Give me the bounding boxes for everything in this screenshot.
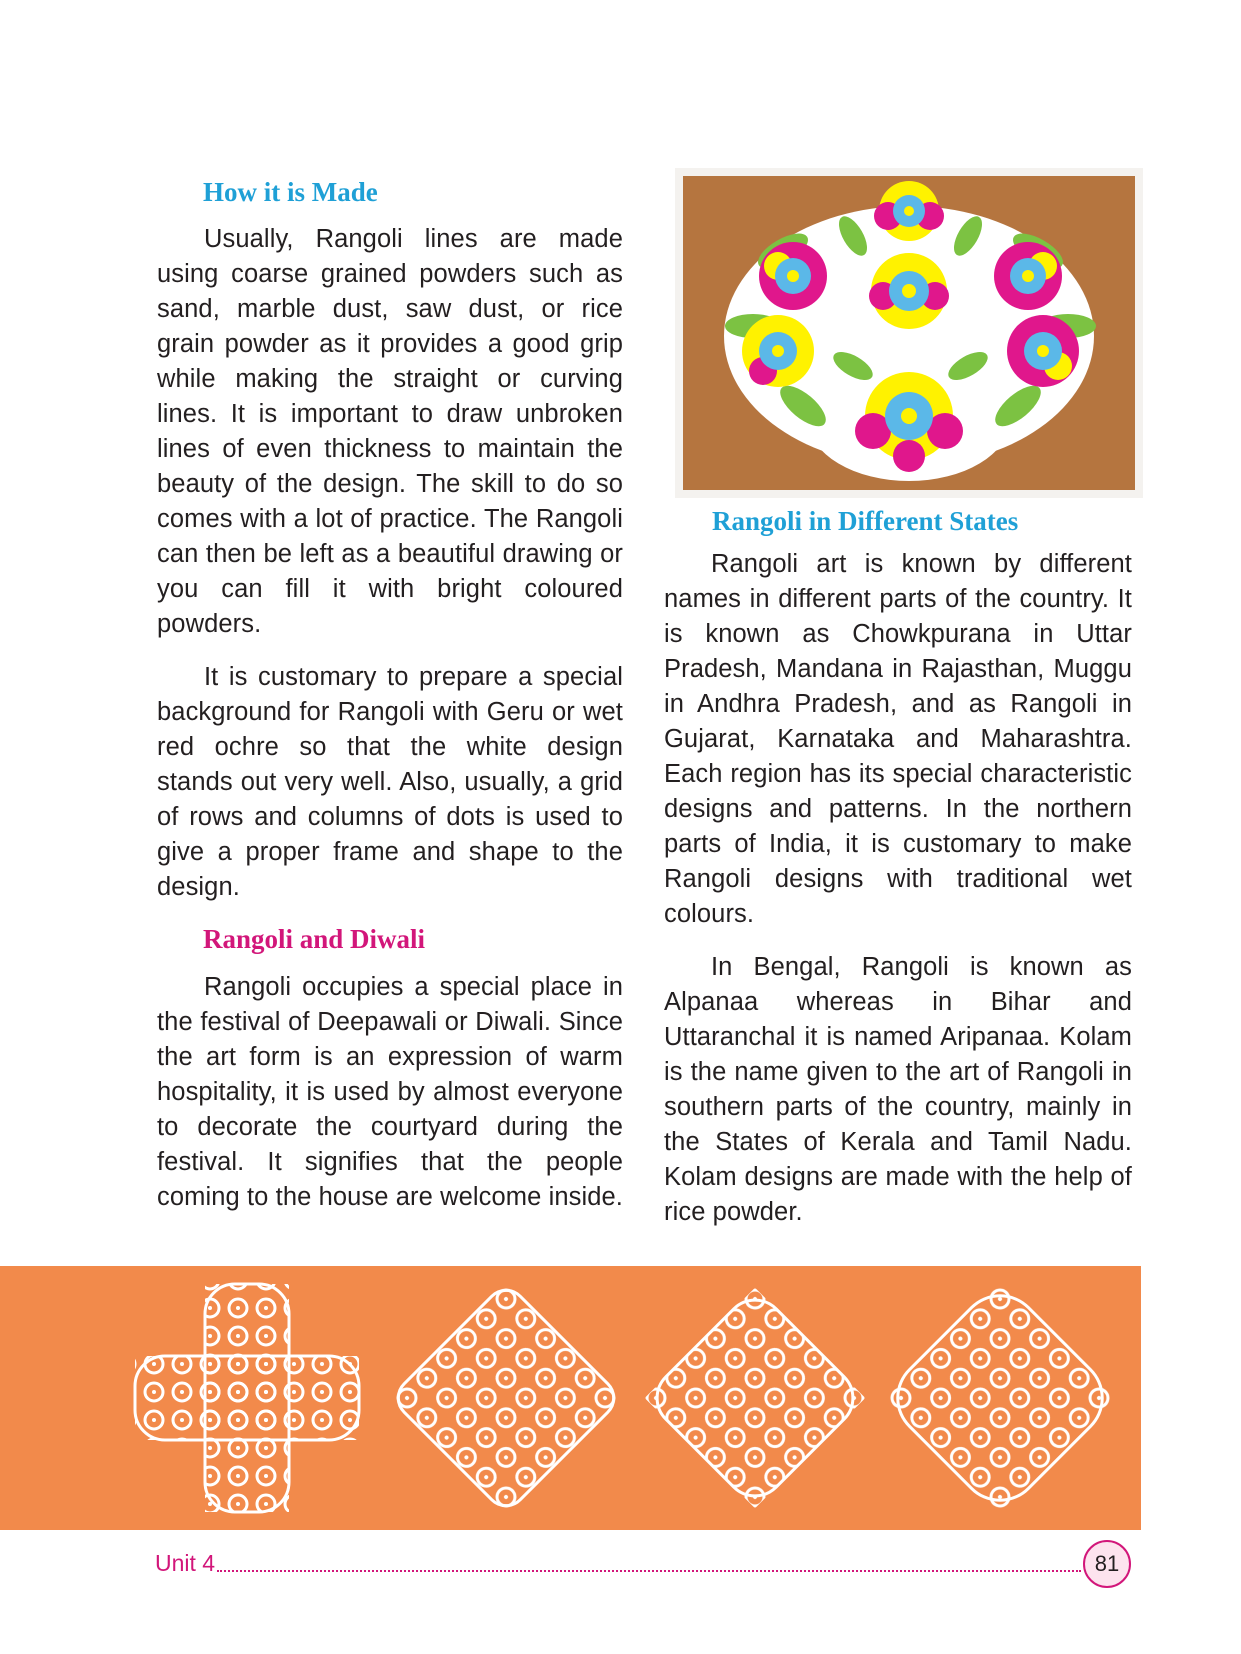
right-column — [664, 505, 1132, 1248]
rangoli-photo — [675, 168, 1143, 498]
kolam-diamond-3 — [881, 1279, 1119, 1517]
kolam-band — [0, 1266, 1141, 1530]
left-column — [157, 176, 623, 1233]
paragraph-states-2: In Bengal, Rangoli is known as Alpanaa whereas in Bihar and Uttaranchal it is named Aripanaa. Kolam is the name given to the art of Rangoli in southern parts of the country, mainly in the States of Kerala and Tamil Nadu. Kolam designs are made with the help of rice powder. — [664, 953, 1132, 1227]
footer-dotted-rule — [217, 1570, 1081, 1572]
page-number: 81 — [1083, 1540, 1131, 1588]
unit-label: Unit 4 — [155, 1550, 216, 1576]
heading-how-it-is-made: How it is Made — [203, 177, 378, 207]
paragraph-how-made-1: Usually, Rangoli lines are made using coarse grained powders such as sand, marble dust, saw dust, or rice grain powder as it provides a good grip while making the straight or curving lines. It is important to draw unbroken lines of even thickness to maintain the beauty of the design. The skill to do so comes with a lot of practice. The Rangoli can then be left as a beautiful drawing or you can fill it with bright coloured powders. — [157, 225, 623, 639]
heading-rangoli-and-diwali: Rangoli and Diwali — [203, 924, 426, 955]
paragraph-how-made-2: It is customary to prepare a special background for Rangoli with Geru or wet red ochre so that the white design stands out very well. Also, usually, a grid of rows and columns of dots is used to give a proper frame and shape to the design. — [157, 663, 623, 902]
paragraph-states-1: Rangoli art is known by different names in different parts of the country. It is known as Chowkpurana in Uttar Pradesh, Mandana in Rajasthan, Muggu in Andhra Pradesh, and as Rangoli in Gujarat, Karnataka and Maharashtra. Each region has its special characteristic designs and patterns. In the northern parts of India, it is customary to make Rangoli designs with traditional wet colours. — [664, 550, 1132, 929]
kolam-diamond-2 — [645, 1288, 866, 1509]
kolam-cross — [135, 1284, 359, 1512]
page-footer — [155, 1540, 1131, 1590]
heading-rangoli-in-different-states: Rangoli in Different States — [712, 506, 1019, 536]
paragraph-diwali-1: Rangoli occupies a special place in the festival of Deepawali or Diwali. Since the art form is an expression of warm hospitality, it is used by almost everyone to decorate the courtyard during the festival. It signifies that the people coming to the house are welcome inside. — [157, 972, 623, 1211]
kolam-diamond-1 — [390, 1282, 622, 1514]
kolam-patterns-illustration — [0, 1266, 1141, 1530]
rangoli-flower-illustration — [683, 176, 1135, 490]
